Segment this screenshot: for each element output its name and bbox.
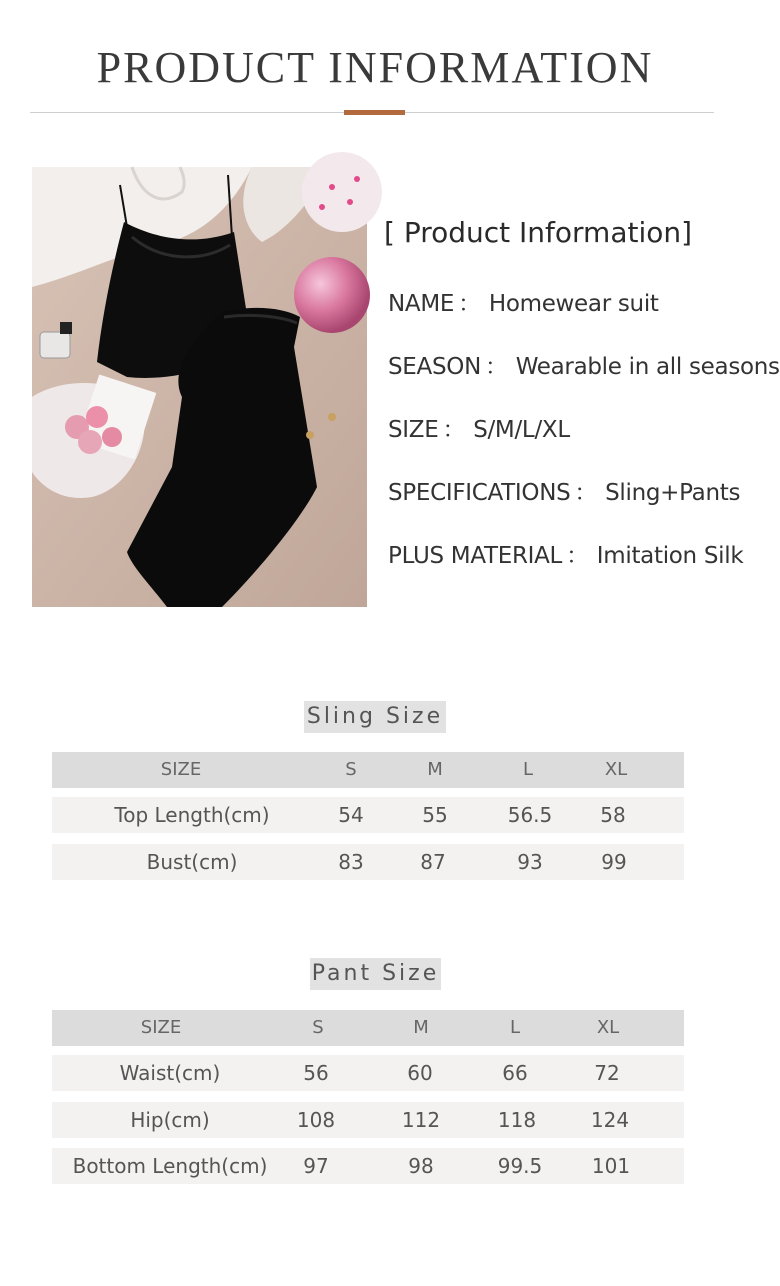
table-cell: 72 <box>594 1061 620 1085</box>
header-cell: M <box>427 759 443 780</box>
table-row <box>52 1055 684 1091</box>
info-value: Imitation Silk <box>596 543 744 569</box>
table-cell: 54 <box>338 803 364 827</box>
info-heading: [ Product Information] <box>384 216 693 249</box>
table-cell: 108 <box>296 1108 336 1132</box>
sling-size-caption: Sling Size <box>304 701 446 733</box>
header-cell: SIZE <box>160 759 202 780</box>
row-label: Waist(cm) <box>119 1061 221 1085</box>
table-cell: 87 <box>420 850 446 874</box>
header-cell: S <box>345 759 357 780</box>
info-value: Wearable in all seasons <box>515 354 780 380</box>
row-label: Top Length(cm) <box>114 803 270 827</box>
info-season-row <box>388 348 780 381</box>
header-cell: M <box>413 1017 429 1038</box>
table-cell: 55 <box>422 803 448 827</box>
info-label: SEASON <box>388 354 481 380</box>
info-separator: ： <box>458 291 481 317</box>
info-size-row <box>388 411 570 444</box>
header-cell: XL <box>604 759 628 780</box>
table-cell: 98 <box>408 1154 434 1178</box>
product-photo <box>32 167 367 607</box>
header-cell: L <box>509 1017 521 1038</box>
table-row <box>52 797 684 833</box>
table-cell: 99 <box>601 850 627 874</box>
info-value: Sling+Pants <box>605 480 741 506</box>
table-row <box>52 1148 684 1184</box>
header-cell: S <box>312 1017 324 1038</box>
info-value: Homewear suit <box>488 291 659 317</box>
info-label: SPECIFICATIONS <box>388 480 571 506</box>
row-label: Hip(cm) <box>130 1108 210 1132</box>
row-label: Bottom Length(cm) <box>72 1154 268 1178</box>
table-row <box>52 1102 684 1138</box>
row-label: Bust(cm) <box>146 850 238 874</box>
info-name-row <box>388 285 659 318</box>
table-cell: 56.5 <box>507 803 553 827</box>
info-label: NAME <box>388 291 455 317</box>
table-cell: 83 <box>338 850 364 874</box>
info-label: PLUS MATERIAL <box>388 543 563 569</box>
table-cell: 60 <box>407 1061 433 1085</box>
table-cell: 93 <box>517 850 543 874</box>
table-cell: 124 <box>590 1108 630 1132</box>
pant-size-caption: Pant Size <box>310 958 441 990</box>
table-cell: 99.5 <box>497 1154 543 1178</box>
info-separator: ： <box>484 354 508 380</box>
info-label: SIZE <box>388 417 439 443</box>
info-separator: ： <box>442 417 466 443</box>
table-cell: 101 <box>591 1154 631 1178</box>
title-accent-bar <box>344 110 405 115</box>
info-value: S/M/L/XL <box>473 417 570 443</box>
info-separator: ： <box>574 480 598 506</box>
info-separator: ： <box>566 543 589 569</box>
table-cell: 66 <box>502 1061 528 1085</box>
page-title: PRODUCT INFORMATION <box>96 43 654 92</box>
info-material-row <box>388 537 743 570</box>
table-cell: 56 <box>303 1061 329 1085</box>
table-cell: 58 <box>600 803 626 827</box>
header-cell: L <box>522 759 534 780</box>
table-cell: 112 <box>401 1108 441 1132</box>
table-row <box>52 844 684 880</box>
table-cell: 97 <box>303 1154 329 1178</box>
header-cell: XL <box>596 1017 620 1038</box>
table-header-row <box>52 752 684 788</box>
table-cell: 118 <box>497 1108 537 1132</box>
info-specifications-row <box>388 474 740 507</box>
header-cell: SIZE <box>140 1017 182 1038</box>
table-header-row <box>52 1010 684 1046</box>
